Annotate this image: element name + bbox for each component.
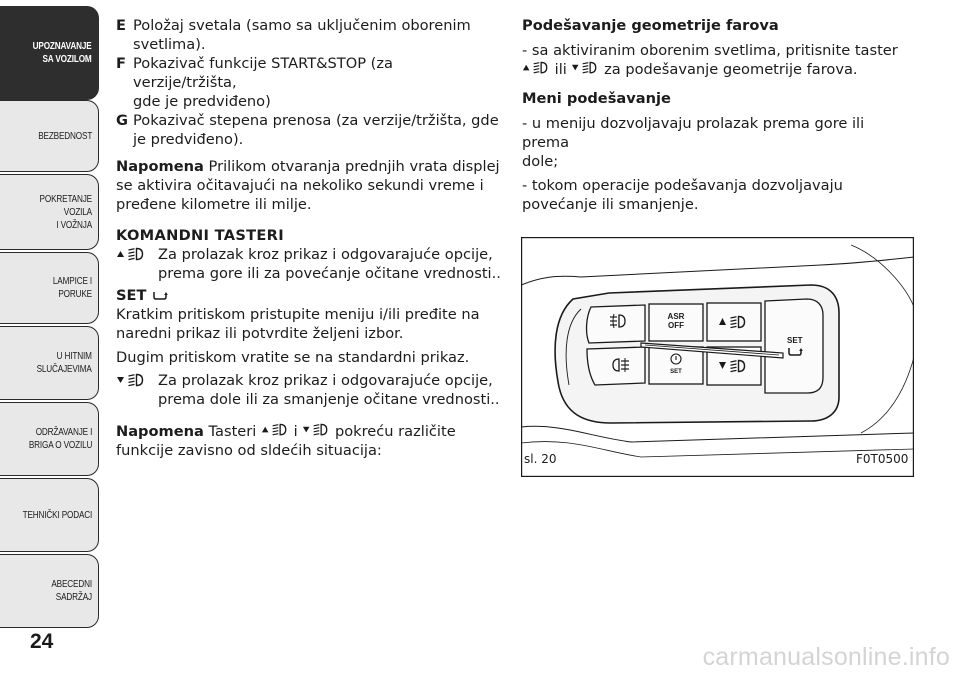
watermark: carmanualsonline.info — [702, 643, 950, 671]
set-small-label: SET — [670, 369, 682, 375]
figure-control-panel — [521, 237, 914, 477]
tab-upoznavanje[interactable]: UPOZNAVANJE SA VOZILOM — [0, 6, 99, 100]
tab-tehnicki[interactable]: TEHNIČKI PODACI — [0, 478, 99, 552]
off-label: OFF — [668, 321, 684, 330]
beam-up-icon — [522, 60, 550, 77]
set-return-icon — [151, 289, 169, 303]
figure-code: F0T0500 — [856, 452, 909, 466]
left-column — [116, 16, 501, 460]
up-button-description: Za prolazak kroz prikaz i odgovarajuće opcije, prema gore ili za povećanje očitane vrednosti.. — [116, 245, 501, 283]
set-label: SET — [787, 336, 803, 345]
tab-lampice[interactable]: LAMPICE I PORUKE — [0, 252, 99, 324]
section-heading: Podešavanje geometrije farova — [522, 17, 779, 34]
item-letter: E — [116, 17, 126, 34]
paragraph: - sa aktiviranim oborenim svetlima, pritisnite taster ili za podešavanje geometrije farova. — [522, 42, 898, 78]
list-item: G Pokazivač stepena prenosa (za verzije/tržišta, gde je predviđeno). — [116, 112, 499, 148]
page-number: 24 — [30, 630, 54, 653]
down-button-description: Za prolazak kroz prikaz i odgovarajuće opcije, prema dole ili za smanjenje očitane vrednosti.. — [116, 371, 501, 409]
asr-label: ASR — [667, 312, 685, 321]
tab-odrzavanje[interactable]: ODRŽAVANJE I BRIGA O VOZILU — [0, 402, 99, 476]
figure-caption: sl. 20 — [524, 452, 557, 466]
set-label-row: SET — [116, 286, 501, 305]
right-column — [522, 16, 912, 214]
section-heading: KOMANDNI TASTERI — [116, 227, 284, 244]
paragraph: - tokom operacije podešavanja dozvoljavaju povećanje ili smanjenje. — [522, 177, 843, 213]
note-paragraph: Napomena Prilikom otvaranja prednjih vrata displej se aktivira očitavajući na nekoliko sekundi vreme i pređene kilometre ili milje. — [116, 158, 500, 213]
note-paragraph: Napomena Tasteri i pokreću različite funkcije zavisno od sldećih situacija: — [116, 423, 456, 459]
set-long-press: Dugim pritiskom vratite se na standardni prikaz. — [116, 349, 470, 366]
list-item: F Pokazivač funkcije START&STOP (za verzije/tržišta, gde je predviđeno) — [116, 55, 393, 110]
beam-up-icon — [261, 422, 289, 439]
chapter-tabs — [0, 0, 100, 678]
beam-down-icon — [116, 372, 146, 390]
beam-up-icon — [116, 246, 146, 264]
tab-bezbednost[interactable]: BEZBEDNOST — [0, 100, 99, 172]
list-item: E Položaj svetala (samo sa uključenim oborenim svetlima). — [116, 17, 471, 53]
item-letter: G — [116, 112, 128, 129]
set-short-press: Kratkim pritiskom pristupite meniju i/ili pređite na naredni prikaz ili potvrdite željeni izbor. — [116, 306, 480, 342]
beam-down-icon — [302, 422, 330, 439]
item-letter: F — [116, 55, 126, 72]
tab-pokretanje[interactable]: POKRETANJE VOZILA I VOŽNJA — [0, 174, 99, 250]
beam-down-icon — [571, 60, 599, 77]
tab-abecedni[interactable]: ABECEDNI SADRŽAJ — [0, 554, 99, 628]
section-heading: Meni podešavanje — [522, 90, 671, 107]
tab-hitni[interactable]: U HITNIM SLUČAJEVIMA — [0, 326, 99, 400]
paragraph: - u meniju dozvoljavaju prolazak prema gore ili prema dole; — [522, 115, 865, 170]
